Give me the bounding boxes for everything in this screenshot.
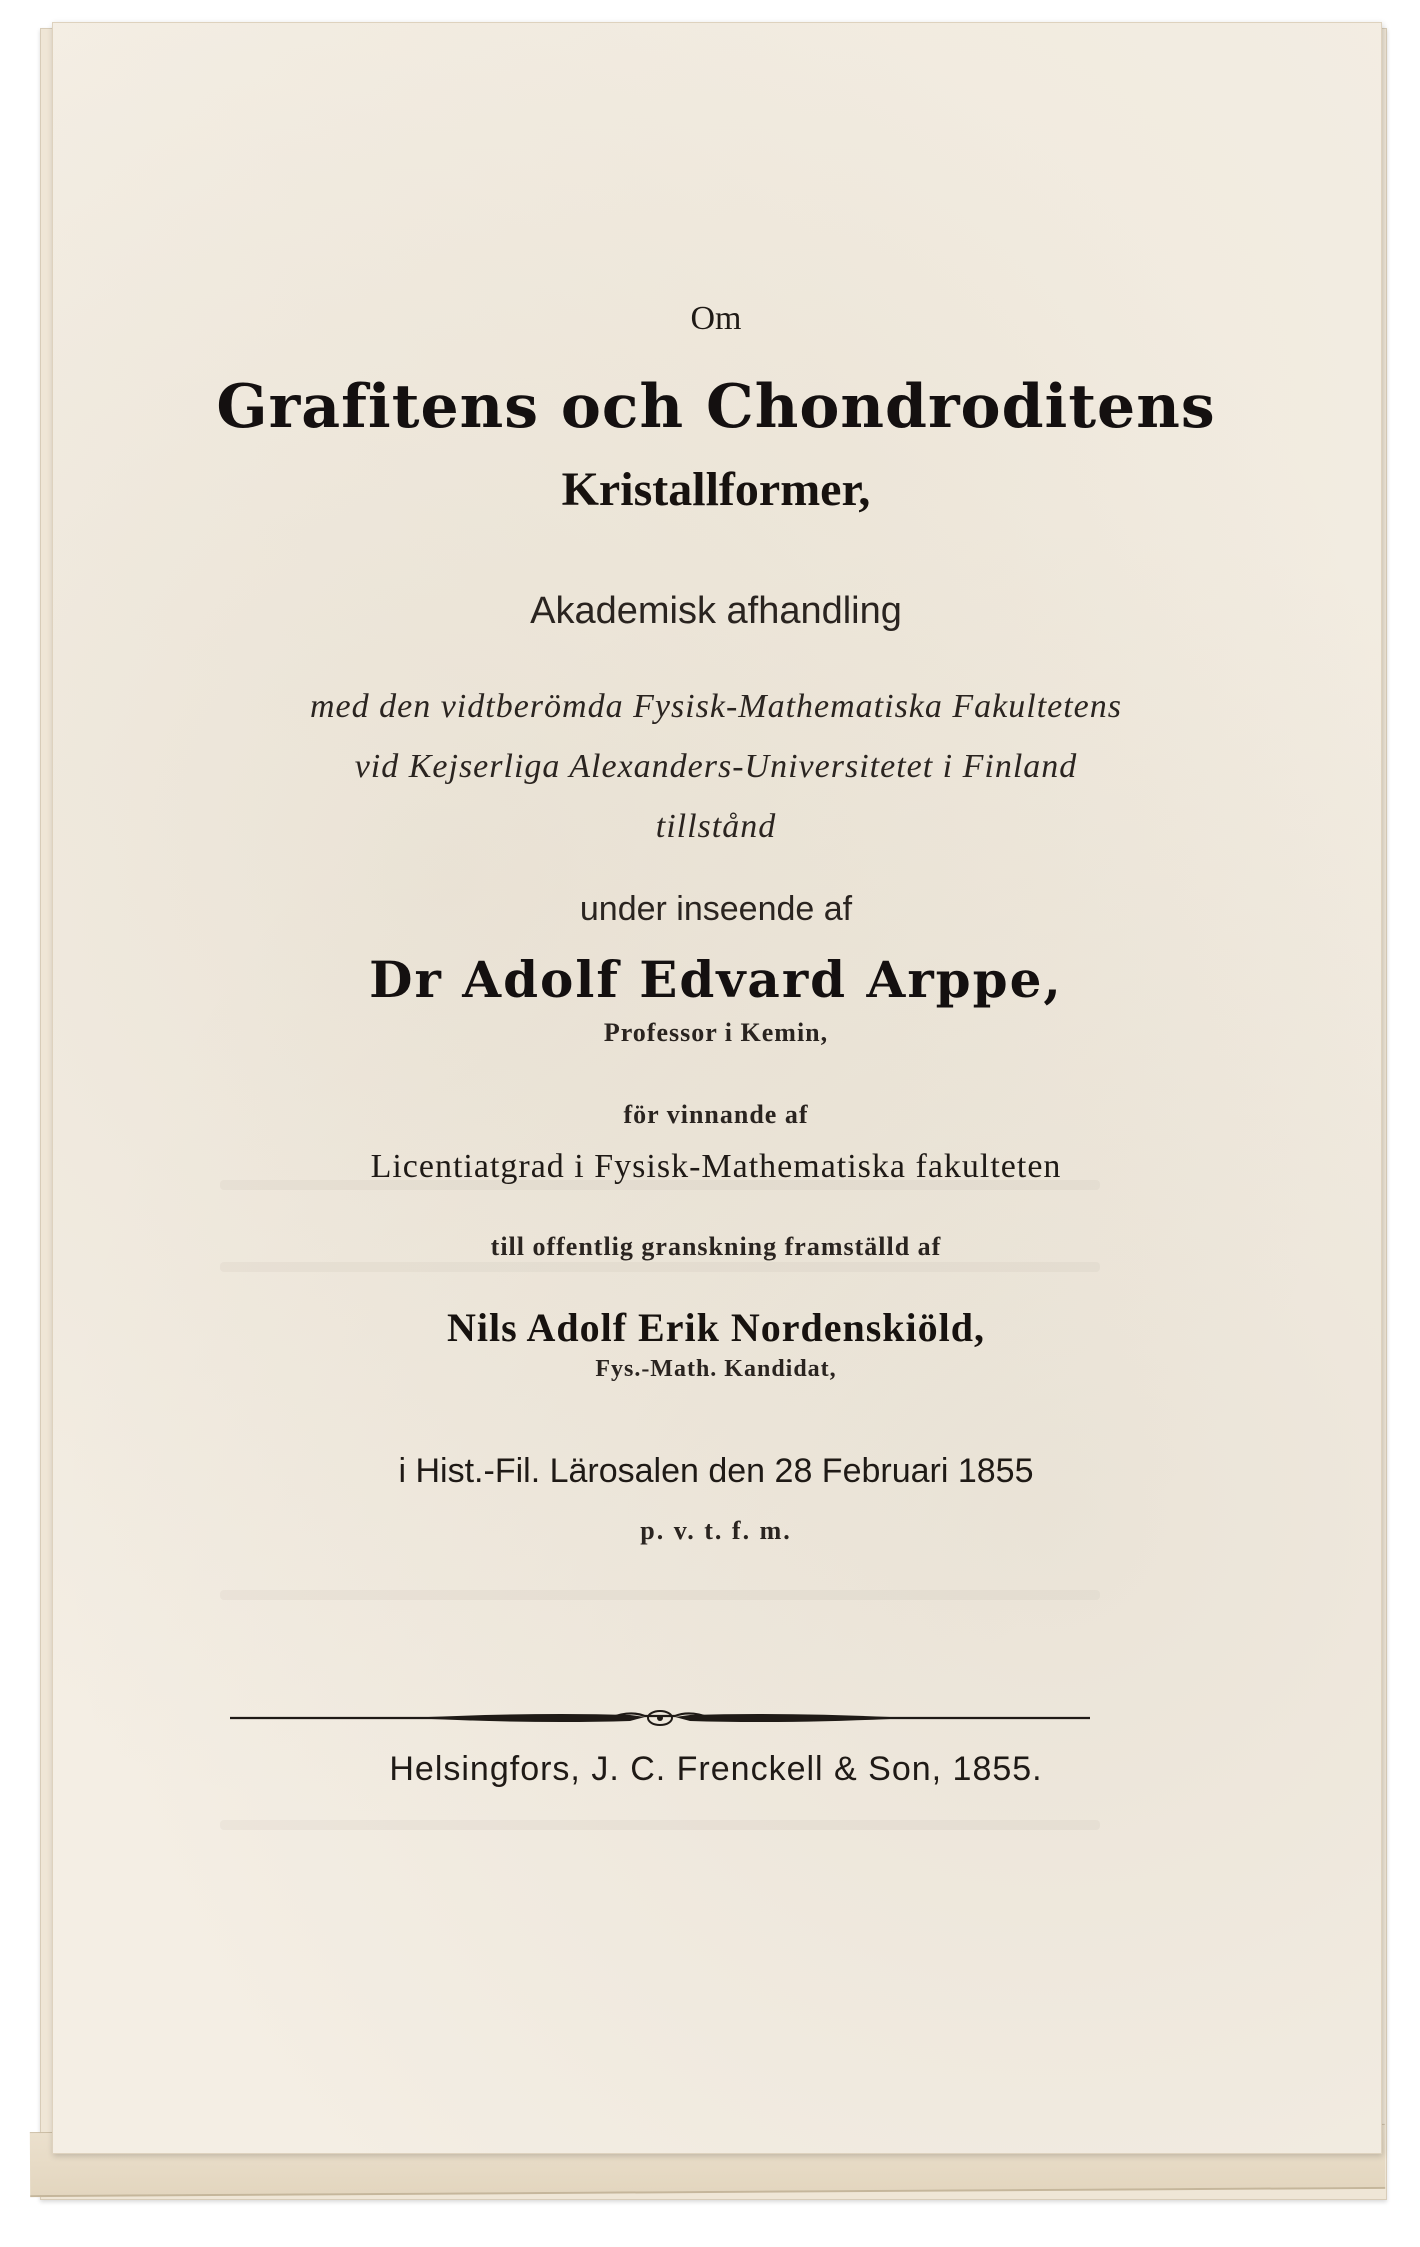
title-page-sheet [52, 22, 1382, 2154]
abbreviation-line: p. v. t. f. m. [640, 1516, 792, 1545]
author-name: Nils Adolf Erik Nordenskiöld, [446, 1305, 985, 1350]
examination-line: till offentlig granskning framställd af [490, 1232, 942, 1261]
purpose-line: för vinnande af [623, 1100, 809, 1129]
main-title: Grafitens och Chondroditens [216, 372, 1216, 442]
author-title: Fys.-Math. Kandidat, [595, 1356, 837, 1382]
ornamental-rule [230, 1698, 1090, 1738]
main-title-continued: Kristallformer, [561, 463, 871, 516]
faculty-line: med den vidtberömda Fysisk-Mathematiska Fakultetens [309, 688, 1122, 725]
imprint: Helsingfors, J. C. Frenckell & Son, 1855. [389, 1750, 1043, 1788]
subtitle: Akademisk afhandling [530, 590, 902, 632]
professor-title: Professor i Kemin, [603, 1018, 829, 1047]
intro-word: Om [690, 300, 742, 337]
degree-line: Licentiatgrad i Fysisk-Mathematiska fakulteten [370, 1148, 1062, 1185]
show-through-band [220, 1262, 1100, 1272]
university-line: vid Kejserliga Alexanders-Universitetet i Finland [354, 748, 1078, 785]
show-through-band [220, 1590, 1100, 1600]
date-line: i Hist.-Fil. Lärosalen den 28 Februari 1855 [398, 1452, 1034, 1490]
supervision-line: under inseende af [579, 890, 853, 928]
permission-line: tillstånd [655, 808, 777, 845]
professor-name: Dr Adolf Edvard Arppe, [369, 950, 1063, 1009]
show-through-band [220, 1820, 1100, 1830]
